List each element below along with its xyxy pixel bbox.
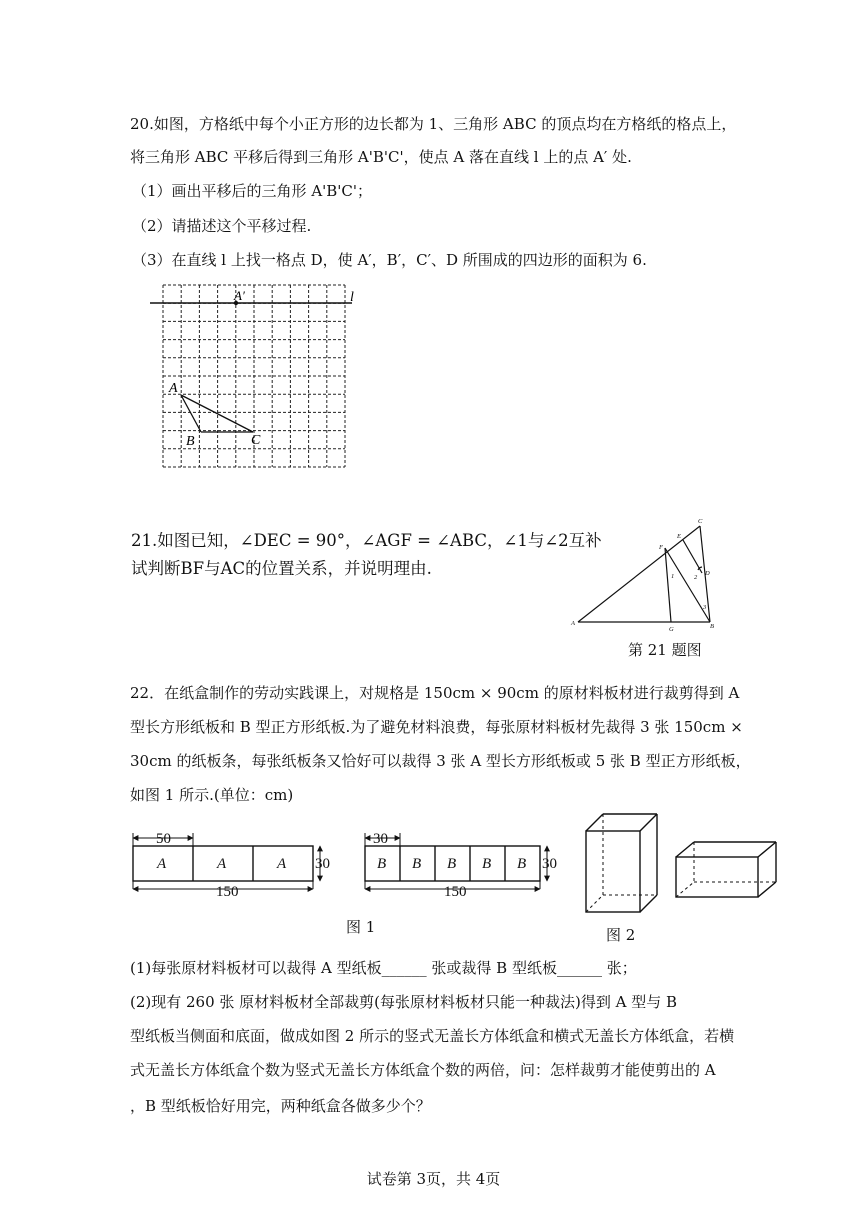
q22-line4: 如图 1 所示.(单位：cm): [130, 786, 294, 804]
label-2: 2: [694, 574, 698, 581]
dim-50-label: 50: [156, 831, 171, 847]
label-b-3: B: [447, 856, 457, 872]
q22-sub2-line3: 式无盖长方体纸盒个数为竖式无盖长方体纸盒个数的两倍，问：怎样裁剪才能使剪出的 A: [130, 1061, 716, 1079]
q20-part1: （1）画出平移后的三角形 A'B'C'；: [132, 182, 373, 200]
label-a-1: A: [157, 856, 167, 872]
label-e: E: [677, 533, 681, 540]
label-1: 1: [671, 573, 675, 580]
q22-sub2-line1: (2)现有 260 张 原材料板材全部裁剪(每张原材料板材只能一种裁法)得到 A 型与 B: [130, 993, 678, 1011]
label-b-1: B: [377, 856, 387, 872]
label-c: C: [698, 518, 703, 525]
q22-sub1: (1)每张原材料板材可以裁得 A 型纸板______ 张或裁得 B 型纸板______ 张；: [130, 959, 637, 977]
q22-sub2-line4: ，B 型纸板恰好用完，两种纸盒各做多少个？: [130, 1097, 431, 1115]
q20-part3: （3）在直线 l 上找一格点 D，使 A′，B′，C′、D 所围成的四边形的面积为 6.: [132, 251, 647, 269]
label-b-2: B: [412, 856, 422, 872]
q22-line2: 型长方形纸板和 B 型正方形纸板.为了避免材料浪费，每张原材料板材先裁得 3 张 150cm ×: [130, 718, 743, 736]
page-footer: 试卷第 3页，共 4页: [366, 1170, 501, 1188]
q20-part2: （2）请描述这个平移过程.: [132, 217, 312, 235]
label-b: B: [710, 623, 714, 630]
label-b-4: B: [482, 856, 492, 872]
dim-30w-label: 30: [373, 831, 388, 847]
label-c: C: [251, 433, 261, 448]
horizontal-box: [676, 842, 776, 897]
label-a: A: [571, 620, 575, 627]
fig1-caption: 图 1: [346, 918, 376, 936]
label-b: B: [186, 434, 195, 449]
q21-caption: 第 21 题图: [628, 641, 702, 659]
label-b-5: B: [517, 856, 527, 872]
label-a-3: A: [277, 856, 287, 872]
q22-line3: 30cm 的纸板条，每张纸板条又恰好可以裁得 3 张 A 型长方形纸板或 5 张 B 型正方形纸板，: [130, 752, 751, 770]
q21-line2: 试判断BF与AC的位置关系，并说明理由.: [131, 559, 432, 578]
q20-line1: 20.如图，方格纸中每个小正方形的边长都为 1、三角形 ABC 的顶点均在方格纸的格点上，: [130, 115, 737, 133]
dim-150-label-b: 150: [444, 884, 467, 900]
q21-line1: 21.如图已知，∠DEC = 90°，∠AGF = ∠ABC，∠1与∠2互补: [131, 531, 602, 550]
dim-30-label-a: 30: [315, 856, 330, 872]
dim-30-label-b: 30: [542, 856, 557, 872]
label-f: F: [659, 544, 663, 551]
label-d: D: [705, 570, 710, 577]
label-l: l: [350, 290, 354, 305]
q22-line1: 22．在纸盒制作的劳动实践课上，对规格是 150cm × 90cm 的原材料板材进行裁剪得到 A: [130, 684, 740, 702]
label-a-prime: A′: [234, 288, 245, 303]
dim-150-label-a: 150: [216, 884, 239, 900]
q22-sub2-line2: 型纸板当侧面和底面，做成如图 2 所示的竖式无盖长方体纸盒和横式无盖长方体纸盒，若横: [130, 1027, 735, 1045]
vertical-box: [586, 814, 657, 912]
label-g: G: [669, 626, 674, 633]
label-3: 3: [703, 604, 707, 611]
label-a: A: [169, 381, 178, 396]
q20-line2: 将三角形 ABC 平移后得到三角形 A'B'C'，使点 A 落在直线 l 上的点 A′ 处.: [130, 148, 632, 166]
fig2-caption: 图 2: [606, 926, 636, 944]
label-a-2: A: [217, 856, 227, 872]
